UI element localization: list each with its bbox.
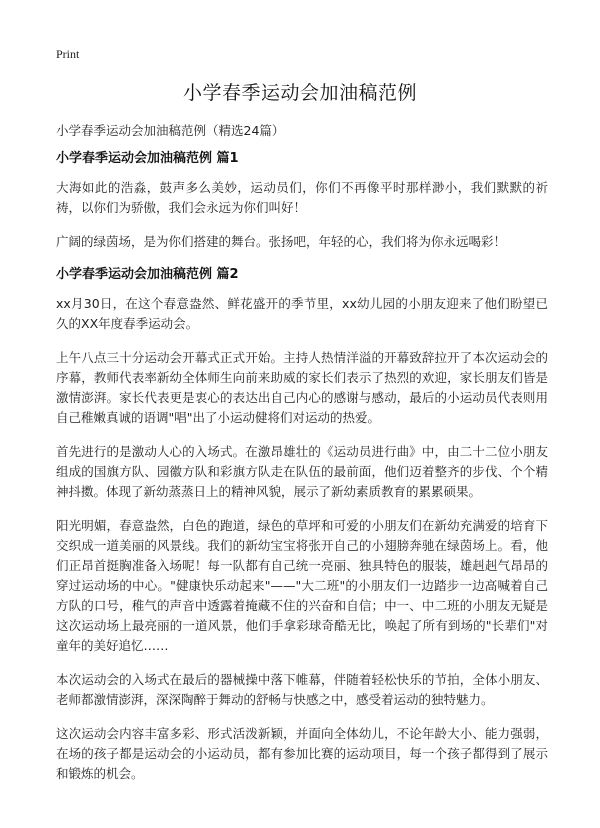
- paragraph: 首先进行的是激动人心的入场式。在激昂雄壮的《运动员进行曲》中，由二十二位小朋友组成的国旗方队、园徽方队和彩旗方队走在队伍的最前面，他们迈着整齐的步伐、个个精神抖擞。体现了新幼蒸蒸日上的精神风貌，展示了新幼素质教育的累累硕果。: [56, 444, 548, 499]
- document-body: [56, 150, 548, 798]
- section-heading: 小学春季运动会加油稿范例 篇1: [56, 151, 239, 166]
- paragraph: xx月30日，在这个春意盎然、鲜花盛开的季节里，xx幼儿园的小朋友迎来了他们盼望已久的XX年度春季运动会。: [56, 296, 548, 331]
- paragraph: 大海如此的浩淼，鼓声多么美妙，运动员们，你们不再像平时那样渺小，我们默默的祈祷，以你们为骄傲，我们会永远为你们叫好！: [56, 180, 548, 215]
- section-heading: 小学春季运动会加油稿范例 篇2: [56, 267, 239, 282]
- paragraph: 本次运动会的入场式在最后的器械操中落下帷幕，伴随着轻松快乐的节拍，全体小朋友、老师都激情澎湃，深深陶醉于舞动的舒畅与快感之中，感受着运动的独特魅力。: [56, 672, 548, 707]
- section-2: [56, 266, 548, 784]
- paragraph: 上午八点三十分运动会开幕式正式开始。主持人热情洋溢的开幕致辞拉开了本次运动会的序幕，教师代表率新幼全体师生向前来助威的家长们表示了热烈的欢迎，家长朋友们皆是激情澎湃。家长代表更是衷心的表达出自己内心的感谢与感动，最后的小运动员代表则用自己稚嫩真诚的语调"唱"出了小运动健将们对运动的热爱。: [56, 350, 548, 425]
- print-link[interactable]: Print: [56, 47, 80, 61]
- section-1: [56, 150, 548, 252]
- document-subtitle: 小学春季运动会加油稿范例（精选24篇）: [56, 123, 285, 138]
- paragraph: 这次运动会内容丰富多彩、形式活泼新颖，并面向全体幼儿，不论年龄大小、能力强弱，在场的孩子都是运动会的小运动员，都有参加比赛的运动项目，每一个孩子都得到了展示和锻炼的机会。: [56, 726, 548, 781]
- paragraph: 阳光明媚，春意盎然，白色的跑道，绿色的草坪和可爱的小朋友们在新幼充满爱的培育下交织成一道美丽的风景线。我们的新幼宝宝将张开自己的小翅膀奔驰在绿茵场上。看，他们正昂首挺胸准备入场呢！每一队都有自己统一亮丽、独具特色的服装，雄赳赳气昂昂的穿过运动场的中心。"健康快乐动起来"——"大二班"的小朋友们一边踏步一边高喊着自己方队的口号，稚气的声音中透露着掩藏不住的兴奋和自信；中一、中二班的小朋友无疑是这次运动场上最亮丽的一道风景，他们手拿彩球奇酷无比，唤起了所有到场的"长辈们"对童年的美好追忆……: [56, 518, 548, 653]
- paragraph: 广阔的绿茵场，是为你们搭建的舞台。张扬吧，年轻的心，我们将为你永远喝彩！: [56, 234, 507, 249]
- page-title: 小学春季运动会加油稿范例: [182, 82, 417, 104]
